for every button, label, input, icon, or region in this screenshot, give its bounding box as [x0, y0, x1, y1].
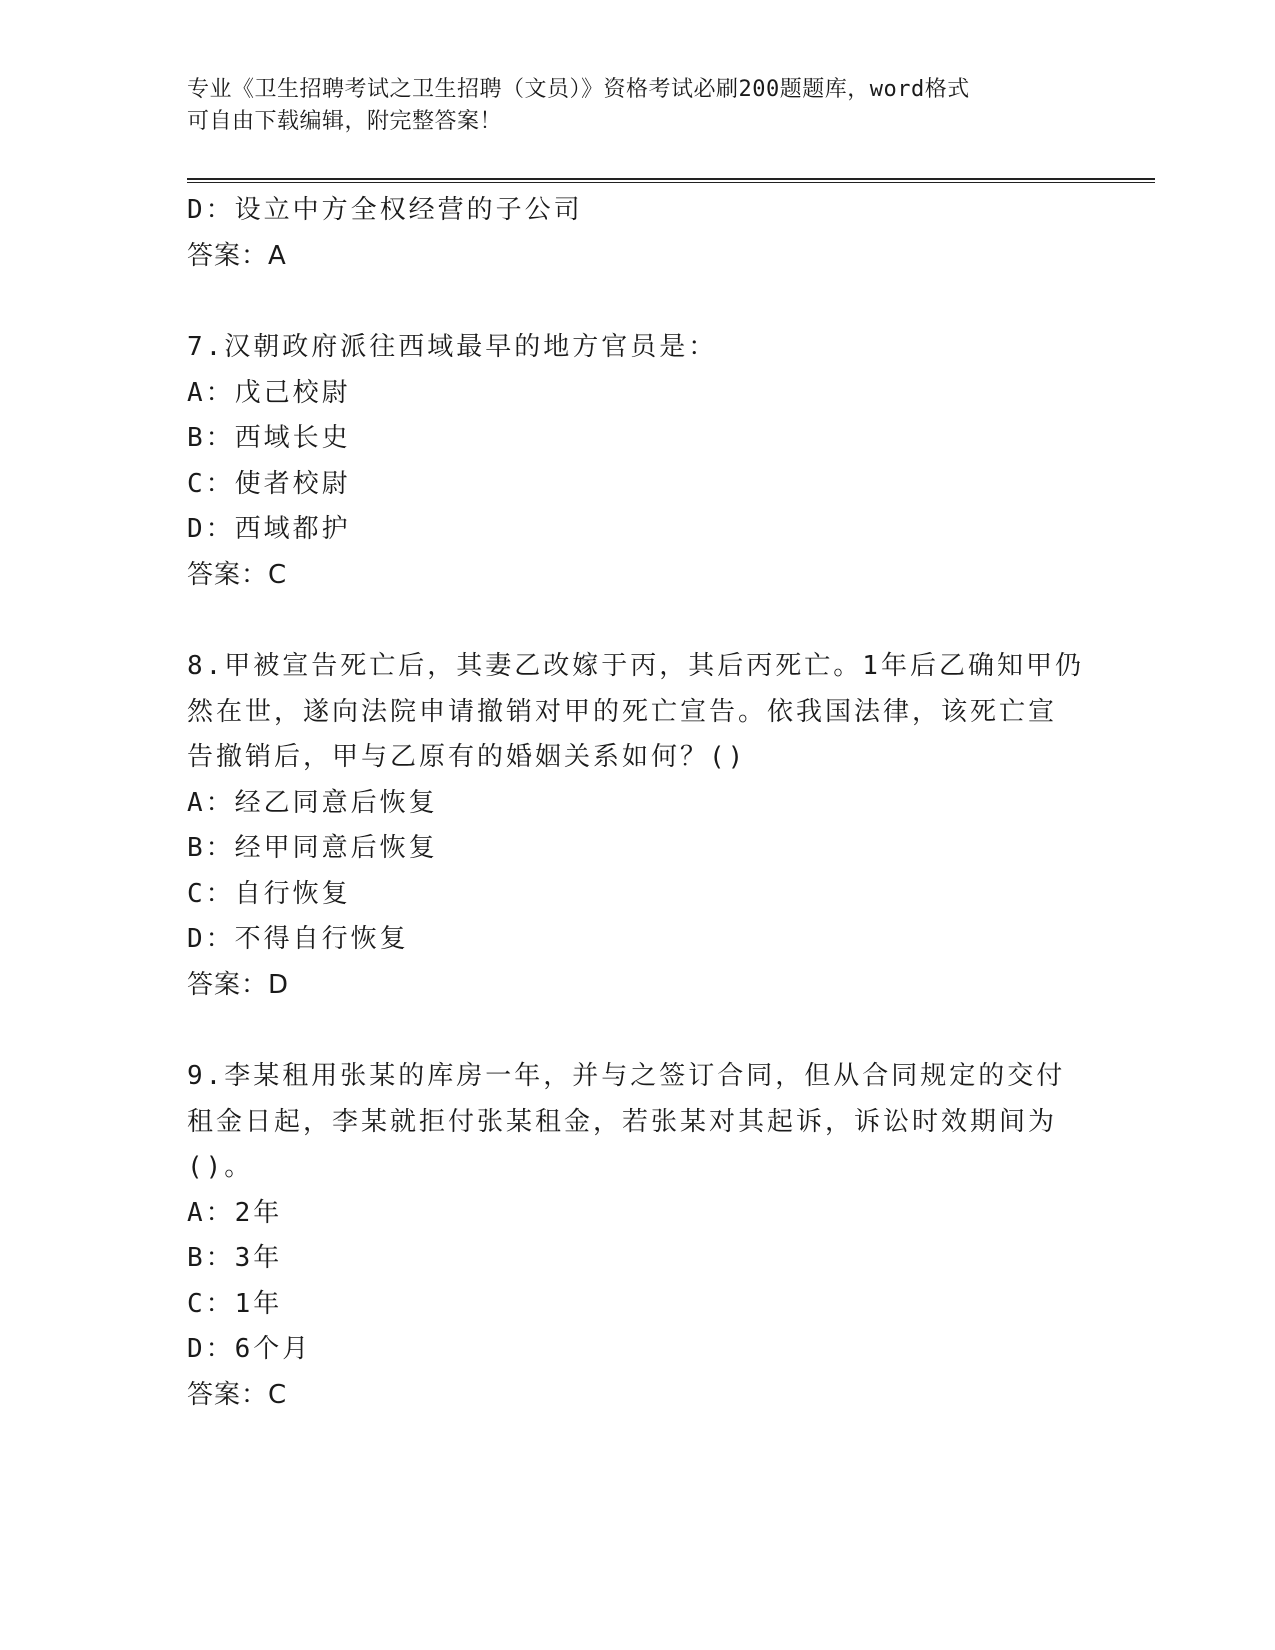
- question-7: [187, 325, 1087, 598]
- document-body: [187, 188, 1087, 1418]
- question-stem: 告撤销后，甲与乙原有的婚姻关系如何？(): [187, 742, 747, 772]
- header-title-line-2: 可自由下载编辑，附完整答案！: [187, 109, 503, 134]
- option-a: A：经乙同意后恢复: [187, 787, 438, 818]
- header-title-line-1: 专业《卫生招聘考试之卫生招聘（文员）》资格考试必刷200题题库，word格式: [187, 77, 970, 102]
- option-b: B：西域长史: [187, 423, 351, 453]
- header-divider: [187, 178, 1155, 183]
- question-stem: 然在世，遂向法院申请撤销对甲的死亡宣告。依我国法律，该死亡宣: [187, 696, 1058, 727]
- option-d: D：6个月: [187, 1334, 312, 1364]
- answer: 答案：D: [187, 969, 290, 1000]
- option-c: C：自行恢复: [187, 878, 351, 909]
- option-a: A：2年: [187, 1197, 283, 1228]
- option-a: A：戊己校尉: [187, 377, 351, 408]
- option-c: C：使者校尉: [187, 468, 351, 499]
- question-stem: 9.李某租用张某的库房一年，并与之签订合同，但从合同规定的交付: [187, 1061, 1066, 1091]
- question-stem: 8.甲被宣告死亡后，其妻乙改嫁于丙，其后丙死亡。1年后乙确知甲仍: [187, 651, 1084, 681]
- document-header: [187, 74, 1067, 138]
- option-d: D：西域都护: [187, 514, 351, 544]
- option-c: C：1年: [187, 1288, 283, 1319]
- spacer: [187, 1008, 1087, 1054]
- answer: 答案：C: [187, 559, 288, 590]
- question-8: [187, 644, 1087, 1008]
- question-stem: 7.汉朝政府派往西域最早的地方官员是：: [187, 332, 718, 362]
- question-stem: ()。: [187, 1152, 254, 1182]
- question-stem: 租金日起，李某就拒付张某租金，若张某对其起诉，诉讼时效期间为: [187, 1106, 1058, 1137]
- spacer: [187, 598, 1087, 644]
- question-9: [187, 1054, 1087, 1418]
- spacer: [187, 279, 1087, 325]
- option-b: B：3年: [187, 1243, 283, 1273]
- option-d: D：不得自行恢复: [187, 924, 409, 954]
- previous-question-option-d: D：设立中方全权经营的子公司: [187, 195, 583, 225]
- option-b: B：经甲同意后恢复: [187, 833, 438, 863]
- previous-question-answer: 答案：A: [187, 240, 287, 271]
- answer: 答案：C: [187, 1379, 288, 1410]
